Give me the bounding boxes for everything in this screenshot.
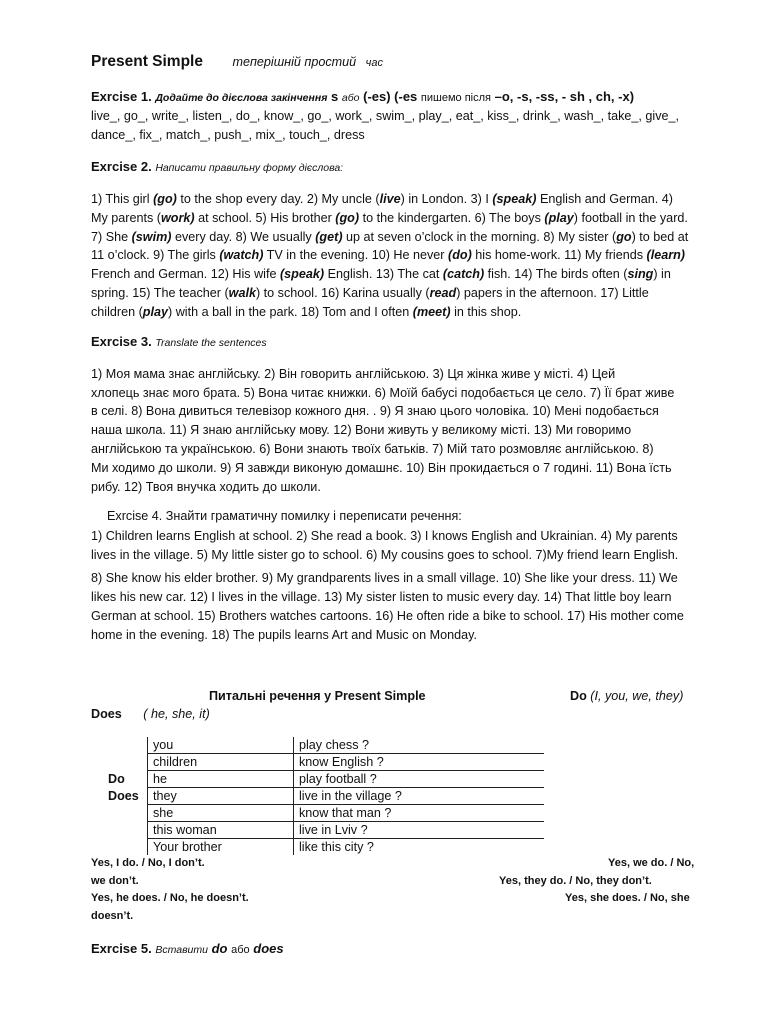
answer-3: Yes, they do. / No, they don’t. (499, 875, 652, 887)
questions-do-word: Do (570, 689, 587, 703)
ex4-line-6: home in the evening. 18) The pupils learns Art and Music on Monday. (91, 628, 477, 642)
table-row (148, 737, 545, 754)
ex2-text: ) to bed at (631, 230, 689, 244)
ex2-text: ) football in the yard. (573, 211, 688, 225)
ex5-does: does (253, 941, 284, 956)
page-header (91, 53, 383, 71)
table-verb: like this city ? (299, 840, 374, 854)
ex3-line-1: 1) Моя мама знає англійську. 2) Він говорить англійською. 3) Ця жінка живе у місті. 4) Цей (91, 367, 616, 381)
ex4-instruction: Знайти граматичну помилку і переписати речення: (165, 509, 462, 523)
ex4-line-2: lives in the village. 5) My little sister go to school. 6) My cousins goes to school. 7)My friend learn English. (91, 548, 679, 562)
ex5-abo: або (231, 944, 250, 956)
page-subtitle: теперішній простий (232, 55, 357, 69)
table-row (148, 754, 545, 771)
verb-hint: (speak) (279, 267, 325, 281)
ex2-label: Exrcise 2. (91, 159, 152, 174)
table-subject: this woman (148, 822, 294, 839)
ex5-do: do (211, 941, 228, 956)
ex4-line-1: 1) Children learns English at school. 2) She read a book. 3) I knows English and Ukrainian. 4) My parents (91, 529, 678, 543)
verb-hint: (swim) (131, 230, 172, 244)
ex1-line-2: dance_, fix_, match_, push_, mix_, touch_, dress (91, 128, 365, 142)
ex1-label: Exrcise 1. (91, 89, 152, 104)
ex2-text: English and German. 4) (536, 192, 673, 206)
table-side-do: Do (108, 772, 125, 786)
questions-title: Питальні речення у Present Simple (209, 689, 426, 703)
ex2-instruction: Написати правильну форму дієслова: (155, 162, 344, 174)
ex2-text: every day. 8) We usually (171, 230, 316, 244)
ex3-label: Exrcise 3. (91, 334, 152, 349)
answer-4b: doesn’t. (91, 910, 134, 922)
ex2-line (91, 265, 716, 284)
verb-hint: (get) (315, 230, 343, 244)
ex2-line (91, 228, 716, 247)
ex2-text: TV in the evening. 10) He never (263, 248, 448, 262)
answer-2a: Yes, we do. / No, (608, 857, 695, 869)
ex2-text: My parents ( (91, 211, 161, 225)
ex3-line-5: англійською та українською. 6) Вони знають твоїх батьків. 7) Мій тато розмовляє англійською. 8) (91, 442, 654, 456)
ex2-line (91, 209, 716, 228)
ex2-text: his home-work. 11) My friends (471, 248, 647, 262)
answer-4a: Yes, he does. / No, he doesn’t. (91, 892, 249, 904)
ex2-text: ) in London. 3) I (400, 192, 493, 206)
verb-hint: (go) (153, 192, 177, 206)
ex3-line-3: в селі. 8) Вона дивиться телевізор кожного дня. . 9) Я знаю цього чоловіка. 10) Мені подобається (91, 404, 659, 418)
verb-hint: (play (544, 211, 574, 225)
verb-hint: walk (228, 286, 256, 300)
ex2-line (91, 190, 716, 209)
verb-hint: (go) (335, 211, 360, 225)
ex2-text: ) papers in the afternoon. 17) Little (456, 286, 649, 300)
table-subject: you (148, 737, 294, 754)
table-subject: Your brother (148, 839, 294, 856)
table-side-does: Does (108, 789, 139, 803)
ex5-instruction: Вставити (155, 944, 208, 956)
ex3-heading (91, 334, 267, 349)
ex2-text: at school. 5) His brother (194, 211, 336, 225)
ex2-text: English. 13) The cat (324, 267, 443, 281)
questions-does-word: Does (91, 707, 122, 721)
ex1-ending-es: (-es) (-es (363, 89, 418, 104)
questions-do-pronouns: (I, you, we, they) (590, 689, 684, 703)
ex3-line-4: наша школа. 11) Я знаю англійську мову. 12) Вони живуть у великому місті. 13) Ми говоримо (91, 423, 632, 437)
verb-hint: (learn) (646, 248, 686, 262)
ex1-heading (91, 89, 634, 104)
table-subject: he (148, 771, 294, 788)
table-row (148, 839, 545, 856)
verb-hint: play (142, 305, 168, 319)
ex1-letters: –o, -s, -ss, - sh , ch, -x) (494, 89, 635, 104)
ex2-text: 7) She (91, 230, 132, 244)
answer-2b: we don’t. (91, 875, 139, 887)
ex3-instruction: Translate the sentences (155, 337, 267, 349)
ex3-line-7: рибу. 12) Твоя внучка ходить до школи. (91, 480, 321, 494)
table-verb: live in Lviv ? (294, 822, 545, 839)
ex2-text: children ( (91, 305, 143, 319)
ex2-text: ) in (653, 267, 671, 281)
ex1-ending-s: s (331, 89, 339, 104)
ex5-label: Exrcise 5. (91, 941, 152, 956)
table-verb: play football ? (294, 771, 545, 788)
verb-hint: (do) (448, 248, 472, 262)
question-table (147, 737, 544, 855)
table-row (148, 822, 545, 839)
table-verb: play chess ? (294, 737, 545, 754)
table-row (148, 788, 545, 805)
ex2-text: spring. 15) The teacher ( (91, 286, 229, 300)
ex2-text: French and German. 12) His wife (91, 267, 280, 281)
ex2-text: ) to school. 16) Karina usually ( (255, 286, 430, 300)
verb-hint: (catch) (442, 267, 485, 281)
table-subject: they (148, 788, 294, 805)
verb-hint: go (616, 230, 632, 244)
questions-does-group (91, 707, 210, 721)
ex2-text: to the shop every day. 2) My uncle ( (176, 192, 380, 206)
ex4-label: Exrcise 4. (107, 509, 163, 523)
ex1-ending-abo: або (341, 92, 360, 104)
ex3-line-6: Ми ходимо до школи. 9) Я завжди виконую домашнє. 10) Він прокидається о 7 годині. 11) Вона їсть (91, 461, 672, 475)
ex4-line-5: German at school. 15) Brothers watches cartoons. 16) He often ride a bike to school. 17) His mother come (91, 609, 684, 623)
ex2-text: 11 o’clock. 9) The girls (91, 248, 220, 262)
ex2-line (91, 284, 716, 303)
ex2-text: fish. 14) The birds often ( (484, 267, 628, 281)
ex2-heading (91, 159, 343, 174)
verb-hint: (meet) (412, 305, 451, 319)
answer-5: Yes, she does. / No, she (565, 892, 690, 904)
ex1-line-1: live_, go_, write_, listen_, do_, know_, go_, work_, swim_, play_, eat_, kiss_, drink_, wash_, take_, give_, (91, 109, 680, 123)
table-verb: know that man ? (294, 805, 545, 822)
ex1-instruction: Додайте до дієслова закінчення (155, 92, 328, 104)
verb-hint: read (429, 286, 457, 300)
verb-hint: live (379, 192, 401, 206)
ex4-line-4: likes his new car. 12) I lives in the village. 13) My sister listen to music every day. 14) That little boy learn (91, 590, 672, 604)
verb-hint: work) (161, 211, 195, 225)
answer-1: Yes, I do. / No, I don’t. (91, 857, 205, 869)
ex3-line-2: хлопець знає мого брата. 5) Вона читає книжки. 6) Моїй бабусі подобається це село. 7) Її брат живе (91, 386, 675, 400)
page-title: Present Simple (91, 53, 203, 70)
table-subject: children (148, 754, 294, 771)
table-subject: she (148, 805, 294, 822)
table-row (148, 771, 545, 788)
page-subtitle-small: час (365, 57, 383, 69)
questions-does-pronouns: ( he, she, it) (143, 707, 210, 721)
ex5-heading (91, 941, 284, 956)
ex2-text: ) with a ball in the park. 18) Tom and I often (168, 305, 413, 319)
table-verb: know English ? (294, 754, 545, 771)
verb-hint: (speak) (492, 192, 537, 206)
ex4-line-3: 8) She know his elder brother. 9) My grandparents lives in a small village. 10) She like your dress. 11) We (91, 571, 678, 585)
questions-do-group (570, 689, 683, 703)
ex2-line (91, 246, 716, 265)
ex2-text: to the kindergarten. 6) The boys (359, 211, 545, 225)
ex1-after: пишемо після (420, 92, 491, 104)
table-row (148, 805, 545, 822)
ex4-heading (107, 509, 462, 523)
table-verb: live in the village ? (294, 788, 545, 805)
verb-hint: (watch) (219, 248, 264, 262)
ex2-text: 1) This girl (91, 192, 154, 206)
verb-hint: sing (627, 267, 654, 281)
ex2-text: up at seven o’clock in the morning. 8) My sister ( (342, 230, 617, 244)
ex2-line (91, 303, 716, 322)
ex2-text: in this shop. (450, 305, 522, 319)
